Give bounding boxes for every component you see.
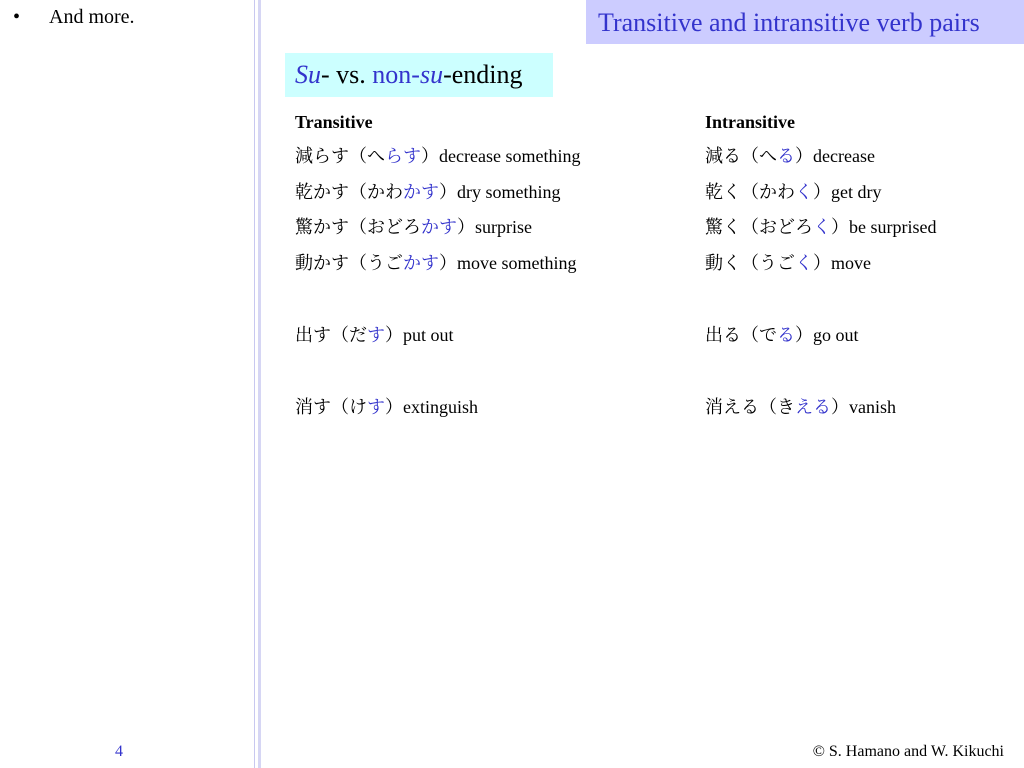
verb-close: ） [813,182,831,203]
verb-gloss: surprise [475,217,532,237]
verb-kanji: 乾く（かわ [705,182,795,203]
verb-kanji: 出る（で [705,325,777,346]
verb-kanji: 動かす（うご [295,253,403,274]
verb-close: ） [795,325,813,346]
intransitive-row [705,178,881,204]
verb-close: ） [813,253,831,274]
verb-ending: かす [421,217,457,238]
verb-close: ） [831,397,849,418]
verb-gloss: move [831,253,871,273]
verb-kanji: 消す（け [295,397,367,418]
intransitive-row [705,213,936,239]
panel-divider [254,0,255,768]
transitive-row [295,249,577,275]
verb-close: ） [795,146,813,167]
verb-gloss: put out [403,325,454,345]
verb-ending: かす [403,182,439,203]
verb-ending: す [367,397,385,418]
transitive-row [295,213,532,239]
panel-divider-shadow [258,0,261,768]
verb-kanji: 減る（へ [705,146,777,167]
subtitle [285,53,553,97]
verb-ending: かす [403,253,439,274]
verb-gloss: extinguish [403,397,478,417]
verb-kanji: 驚く（おどろ [705,217,813,238]
verb-gloss: dry something [457,182,561,202]
verb-gloss: get dry [831,182,882,202]
verb-gloss: vanish [849,397,896,417]
verb-gloss: decrease something [439,146,581,166]
subtitle-su: Su [295,60,321,89]
header-intransitive: Intransitive [705,112,795,132]
verb-ending: く [795,253,813,274]
transitive-row [295,178,561,204]
page-number: 4 [115,743,123,760]
subtitle-vs: - vs. [321,60,373,89]
verb-close: ） [385,325,403,346]
bullet-marker: • [13,6,21,28]
verb-close: ） [439,182,457,203]
intransitive-row [705,249,871,275]
verb-gloss: decrease [813,146,875,166]
subtitle-su-2: su [419,60,444,89]
verb-close: ） [439,253,457,274]
subtitle-ending: -ending [443,60,523,89]
verb-close: ） [421,146,439,167]
verb-close: ） [385,397,403,418]
slide-title: Transitive and intransitive verb pairs [586,0,1024,44]
verb-kanji: 出す（だ [295,325,367,346]
transitive-row [295,321,454,347]
verb-ending: く [813,217,831,238]
notes-panel [0,0,253,768]
intransitive-row [705,393,896,419]
verb-kanji: 減らす（へ [295,146,385,167]
verb-ending: く [795,182,813,203]
verb-ending: る [777,325,795,346]
header-transitive: Transitive [295,112,373,132]
transitive-row [295,393,478,419]
verb-kanji: 驚かす（おどろ [295,217,421,238]
intransitive-row [705,321,859,347]
subtitle-non: non- [372,60,420,89]
transitive-row [295,142,580,168]
verb-gloss: move something [457,253,577,273]
verb-close: ） [457,217,475,238]
intransitive-row [705,142,875,168]
copyright-footer: © S. Hamano and W. Kikuchi [812,743,1004,760]
verb-gloss: be surprised [849,217,937,237]
verb-ending: す [367,325,385,346]
verb-ending: る [777,146,795,167]
verb-kanji: 消える（き [705,397,795,418]
note-text: And more. [49,6,135,28]
verb-ending: える [795,397,831,418]
verb-close: ） [831,217,849,238]
verb-kanji: 動く（うご [705,253,795,274]
verb-kanji: 乾かす（かわ [295,182,403,203]
verb-gloss: go out [813,325,859,345]
verb-ending: らす [385,146,421,167]
